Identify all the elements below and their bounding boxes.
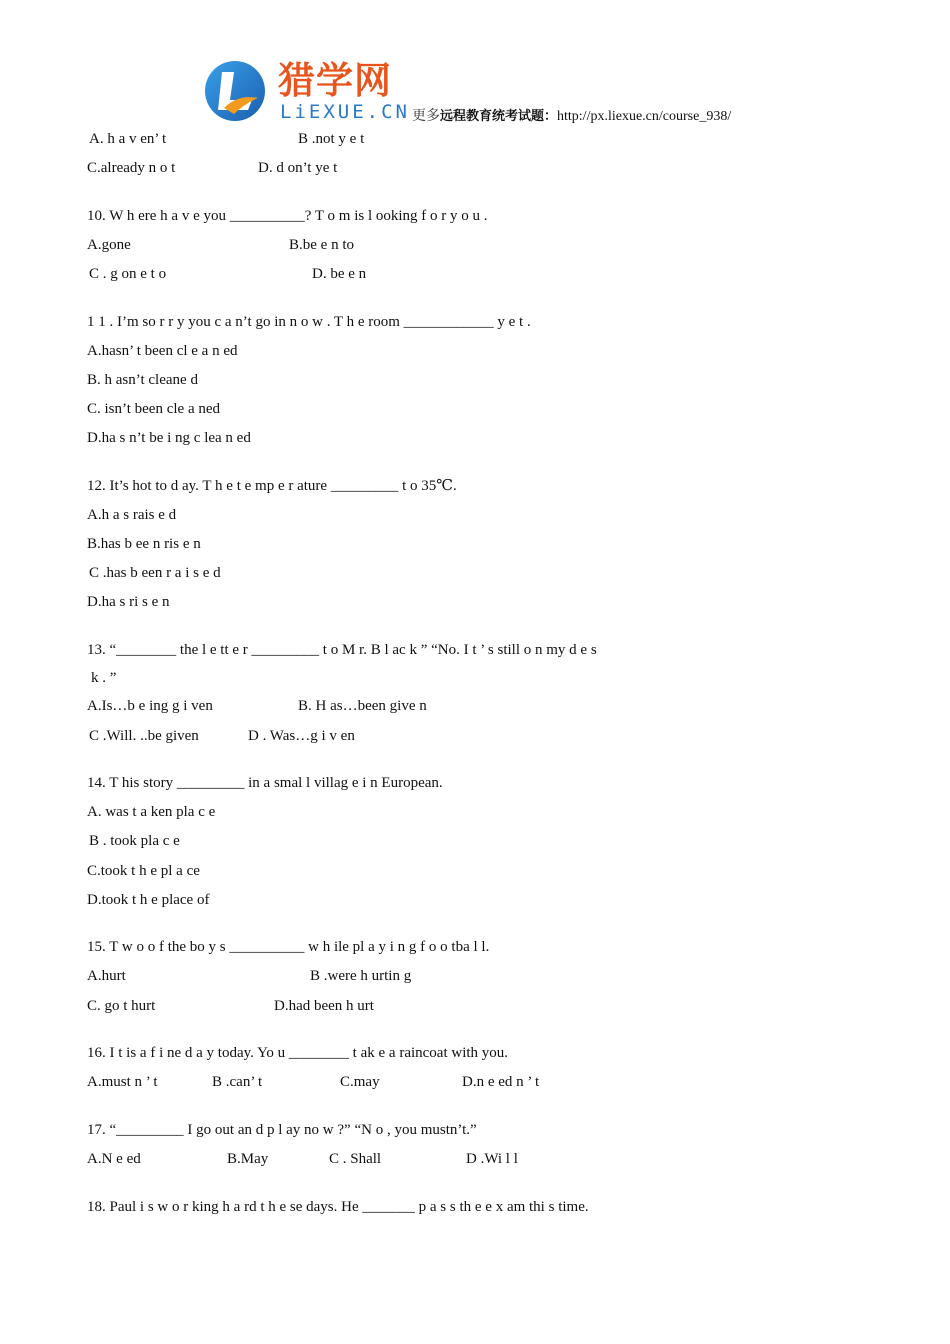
q13-option-c: C .Will. ..be given <box>89 728 199 744</box>
q9-option-d: D. d on’t ye t <box>258 160 338 176</box>
q15-option-b: B .were h urtin g <box>310 968 412 984</box>
promo-lead: 更多 <box>412 109 440 124</box>
q11-option-c: C. isn’t been cle a ned <box>87 401 221 417</box>
logo-english-text: LiEXUE.CN <box>280 101 410 123</box>
logo-emblem-icon <box>204 60 266 122</box>
q12-option-c: C .has b een r a i s e d <box>89 565 221 581</box>
q14-option-c: C.took t h e pl a ce <box>87 863 200 879</box>
q16-option-c: C.may <box>340 1074 380 1090</box>
q12-stem: 12. It’s hot to d ay. T h e t e mp e r ature _________ t o 35℃. <box>87 478 457 494</box>
q17-option-c: C . Shall <box>329 1151 382 1167</box>
logo-chinese-text: 猎学网 <box>278 59 392 102</box>
q17-option-a: A.N e ed <box>87 1151 141 1167</box>
q12-option-d: D.ha s ri s e n <box>87 594 170 610</box>
promo-line <box>412 108 731 126</box>
q12-option-a: A.h a s rais e d <box>87 507 177 523</box>
q13-option-a: A.Is…b e ing g i ven <box>87 698 213 714</box>
q13-option-b: B. H as…been give n <box>298 698 427 714</box>
promo-bold: 远程教育统考试题： <box>440 109 558 124</box>
q16-option-d: D.n e ed n ’ t <box>462 1074 540 1090</box>
q9-option-c: C.already n o t <box>87 160 176 176</box>
q11-option-a: A.hasn’ t been cl e a n ed <box>87 343 238 359</box>
q15-option-c: C. go t hurt <box>87 998 156 1014</box>
q14-option-d: D.took t h e place of <box>87 892 210 908</box>
q16-option-a: A.must n ’ t <box>87 1074 158 1090</box>
liexue-logo[interactable] <box>204 60 414 124</box>
q14-stem: 14. T his story _________ in a smal l villag e i n European. <box>87 775 443 791</box>
q16-stem: 16. I t is a f i ne d a y today. Yo u ________ t ak e a raincoat with you. <box>87 1045 509 1061</box>
q10-option-c: C . g on e t o <box>89 266 167 282</box>
q9-option-b: B .not y e t <box>298 131 365 147</box>
q17-stem: 17. “_________ I go out an d p l ay no w ?” “N o , you mustn’t.” <box>87 1122 477 1138</box>
q18-stem: 18. Paul i s w o r king h a rd t h e se days. He _______ p a s s th e e x am thi s time. <box>87 1199 589 1215</box>
q10-option-d: D. be e n <box>312 266 367 282</box>
q10-option-a: A.gone <box>87 237 131 253</box>
q11-option-b: B. h asn’t cleane d <box>87 372 198 388</box>
q13-stem-continued: k . ” <box>91 670 117 686</box>
q17-option-d: D .Wi l l <box>466 1151 518 1167</box>
q15-option-d: D.had been h urt <box>274 998 374 1014</box>
q16-option-b: B .can’ t <box>212 1074 263 1090</box>
q13-option-d: D . Was…g i v en <box>248 728 355 744</box>
q14-option-a: A. was t a ken pla c e <box>87 804 216 820</box>
q11-option-d: D.ha s n’t be i ng c lea n ed <box>87 430 251 446</box>
q17-option-b: B.May <box>227 1151 269 1167</box>
q12-option-b: B.has b ee n ris e n <box>87 536 201 552</box>
q10-option-b: B.be e n to <box>289 237 354 253</box>
q15-stem: 15. T w o o f the bo y s __________ w h ile pl a y i n g f o o tba l l. <box>87 939 490 955</box>
q11-stem: 1 1 . I’m so r r y you c a n’t go in n o w . T h e room ____________ y e t . <box>87 314 531 330</box>
q9-option-a: A. h a v en’ t <box>89 131 167 147</box>
q10-stem: 10. W h ere h a v e you __________? T o m is l ooking f o r y o u . <box>87 208 488 224</box>
q15-option-a: A.hurt <box>87 968 126 984</box>
q14-option-b: B . took pla c e <box>89 833 180 849</box>
promo-url-link[interactable]: http://px.liexue.cn/course_938/ <box>557 109 732 124</box>
q13-stem: 13. “________ the l e tt e r _________ t o M r. B l ac k ” “No. I t ’ s still o n my d e s <box>87 642 597 658</box>
